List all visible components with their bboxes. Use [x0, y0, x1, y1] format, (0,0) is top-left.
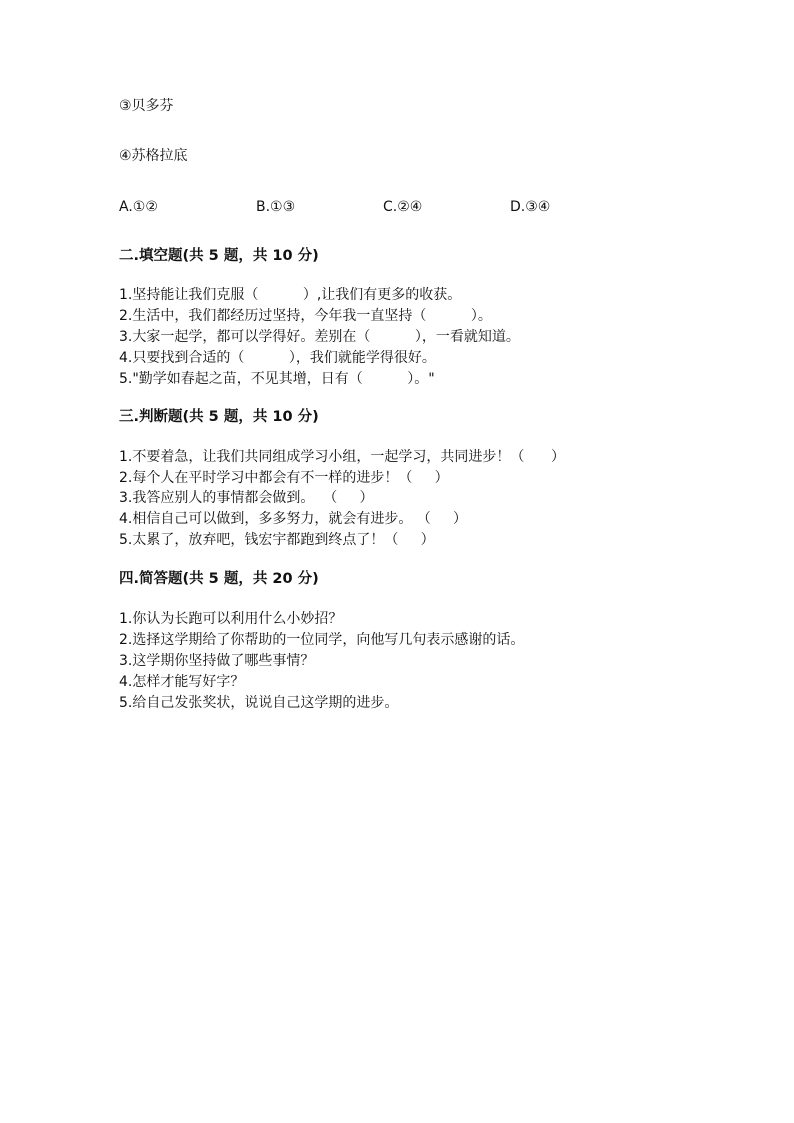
short-answer-question: 3.这学期你坚持做了哪些事情？	[119, 653, 315, 669]
fill-blank-question: 1.坚持能让我们克服（ ）,让我们有更多的收获。	[119, 287, 462, 303]
fill-blank-question: 2.生活中，我们都经历过坚持，今年我一直坚持（ ）。	[119, 308, 492, 324]
answer-option-b: B.①③	[256, 199, 296, 215]
answer-option-a: A.①②	[119, 199, 158, 215]
answer-option-d: D.③④	[510, 199, 551, 215]
true-false-question: 5.太累了，放弃吧，钱宏宇都跑到终点了！（ ）	[119, 532, 435, 548]
fill-blank-question: 5."勤学如春起之苗，不见其增，日有（ ）。"	[119, 371, 435, 387]
short-answer-question: 2.选择这学期给了你帮助的一位同学，向他写几句表示感谢的话。	[119, 632, 525, 648]
short-answer-question: 1.你认为长跑可以利用什么小妙招？	[119, 611, 343, 627]
true-false-question: 2.每个人在平时学习中都会有不一样的进步！（ ）	[119, 470, 449, 486]
section-heading-true-false: 三.判断题(共 5 题，共 10 分)	[119, 409, 319, 425]
fill-blank-question: 4.只要找到合适的（ ），我们就能学得很好。	[119, 350, 436, 366]
section-heading-short-answer: 四.简答题(共 5 题，共 20 分)	[119, 571, 319, 587]
choice-item-4: ④苏格拉底	[119, 148, 188, 164]
choice-item-3: ③贝多芬	[119, 98, 174, 114]
fill-blank-question: 3.大家一起学，都可以学得好。差别在（ ），一看就知道。	[119, 329, 520, 345]
true-false-question: 3.我答应别人的事情都会做到。 （ ）	[119, 490, 374, 506]
true-false-question: 4.相信自己可以做到，多多努力，就会有进步。 （ ）	[119, 511, 468, 527]
short-answer-question: 4.怎样才能写好字？	[119, 674, 245, 690]
true-false-question: 1.不要着急，让我们共同组成学习小组，一起学习，共同进步！（ ）	[119, 449, 566, 465]
answer-option-c: C.②④	[383, 199, 423, 215]
section-heading-fill-blank: 二.填空题(共 5 题，共 10 分)	[119, 248, 319, 264]
short-answer-question: 5.给自己发张奖状，说说自己这学期的进步。	[119, 695, 399, 711]
